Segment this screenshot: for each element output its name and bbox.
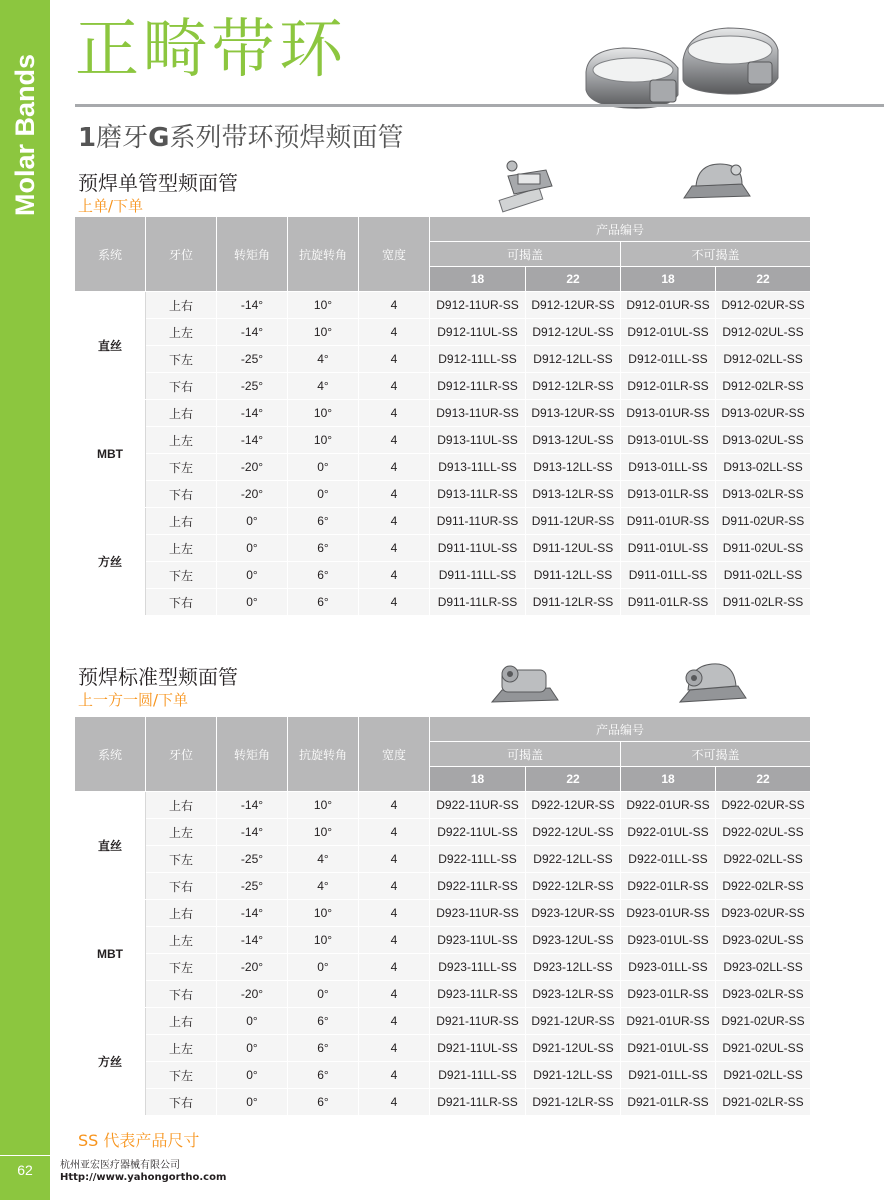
- product-code-cell: D912-02UL-SS: [716, 319, 811, 346]
- rotation-cell: 0°: [288, 981, 359, 1008]
- product-code-cell: D922-01LL-SS: [621, 846, 716, 873]
- product-code-cell: D912-12LR-SS: [526, 373, 621, 400]
- subtitle-rest: 系列带环预焊颊面管: [169, 123, 404, 153]
- product-code-cell: D923-11LL-SS: [430, 954, 526, 981]
- tooth-cell: 上右: [146, 292, 217, 319]
- sidebar-label: Molar Bands: [10, 53, 40, 217]
- rotation-cell: 4°: [288, 346, 359, 373]
- width-cell: 4: [359, 1008, 430, 1035]
- rotation-cell: 10°: [288, 900, 359, 927]
- product-code-cell: D921-02LL-SS: [716, 1062, 811, 1089]
- table-row: [75, 400, 811, 427]
- product-code-cell: D922-01UR-SS: [621, 792, 716, 819]
- product-code-cell: D922-01LR-SS: [621, 873, 716, 900]
- product-code-cell: D921-02UL-SS: [716, 1035, 811, 1062]
- product-code-cell: D911-01UL-SS: [621, 535, 716, 562]
- product-code-cell: D923-12LR-SS: [526, 981, 621, 1008]
- product-code-cell: D923-02UL-SS: [716, 927, 811, 954]
- product-code-cell: D921-01UL-SS: [621, 1035, 716, 1062]
- product-code-cell: D913-12UL-SS: [526, 427, 621, 454]
- product-code-cell: D913-01UR-SS: [621, 400, 716, 427]
- torque-cell: -14°: [217, 900, 288, 927]
- product-code-cell: D913-01LL-SS: [621, 454, 716, 481]
- torque-cell: -14°: [217, 427, 288, 454]
- product-code-cell: D923-02LR-SS: [716, 981, 811, 1008]
- table-row: [75, 346, 811, 373]
- table-row: [75, 319, 811, 346]
- rotation-cell: 6°: [288, 1089, 359, 1116]
- product-code-cell: D913-11UR-SS: [430, 400, 526, 427]
- table-row: [75, 873, 811, 900]
- section-2-subtitle: 上一方一圆/下单: [78, 691, 189, 709]
- header-size-22: 22: [716, 267, 811, 292]
- product-code-cell: D922-02UL-SS: [716, 819, 811, 846]
- header-product-code: 产品编号: [430, 717, 811, 742]
- header-removable: 可揭盖: [430, 742, 621, 767]
- product-code-cell: D912-12LL-SS: [526, 346, 621, 373]
- width-cell: 4: [359, 400, 430, 427]
- product-code-cell: D922-11UL-SS: [430, 819, 526, 846]
- product-code-cell: D921-11LR-SS: [430, 1089, 526, 1116]
- torque-cell: -25°: [217, 873, 288, 900]
- product-code-cell: D913-02LR-SS: [716, 481, 811, 508]
- product-code-cell: D923-12LL-SS: [526, 954, 621, 981]
- header-size-22: 22: [716, 767, 811, 792]
- header-size-18: 18: [621, 267, 716, 292]
- header-size-18: 18: [430, 767, 526, 792]
- product-code-cell: D922-02LR-SS: [716, 873, 811, 900]
- product-code-cell: D912-11UR-SS: [430, 292, 526, 319]
- product-code-cell: D922-11LR-SS: [430, 873, 526, 900]
- product-code-cell: D923-02UR-SS: [716, 900, 811, 927]
- product-code-cell: D911-01LR-SS: [621, 589, 716, 616]
- product-code-cell: D923-01UR-SS: [621, 900, 716, 927]
- product-code-cell: D921-11UR-SS: [430, 1008, 526, 1035]
- standard-buccal-tube-image: [488, 656, 560, 708]
- page-title: 正畸带环: [75, 13, 347, 87]
- product-code-cell: D913-01LR-SS: [621, 481, 716, 508]
- header-torque: 转矩角: [217, 717, 288, 792]
- spec-table-body: [75, 292, 811, 616]
- header-tooth: 牙位: [146, 217, 217, 292]
- tooth-cell: 下左: [146, 454, 217, 481]
- product-code-cell: D913-02LL-SS: [716, 454, 811, 481]
- buccal-tube-image: [492, 156, 564, 214]
- width-cell: 4: [359, 927, 430, 954]
- table-row: [75, 481, 811, 508]
- product-code-cell: D913-02UL-SS: [716, 427, 811, 454]
- product-code-cell: D913-12UR-SS: [526, 400, 621, 427]
- product-code-cell: D921-02LR-SS: [716, 1089, 811, 1116]
- product-code-cell: D911-11UL-SS: [430, 535, 526, 562]
- rotation-cell: 0°: [288, 954, 359, 981]
- product-code-cell: D922-02UR-SS: [716, 792, 811, 819]
- product-code-cell: D921-01LR-SS: [621, 1089, 716, 1116]
- subtitle-mid: 磨牙: [96, 123, 149, 153]
- tooth-cell: 下左: [146, 346, 217, 373]
- width-cell: 4: [359, 819, 430, 846]
- width-cell: 4: [359, 1089, 430, 1116]
- product-code-cell: D921-12LL-SS: [526, 1062, 621, 1089]
- product-code-cell: D923-11LR-SS: [430, 981, 526, 1008]
- rotation-cell: 6°: [288, 1008, 359, 1035]
- tooth-cell: 上右: [146, 792, 217, 819]
- rotation-cell: 6°: [288, 562, 359, 589]
- rotation-cell: 0°: [288, 481, 359, 508]
- header-size-22: 22: [526, 767, 621, 792]
- width-cell: 4: [359, 454, 430, 481]
- system-cell: 直丝: [75, 292, 146, 400]
- torque-cell: 0°: [217, 1062, 288, 1089]
- width-cell: 4: [359, 1035, 430, 1062]
- product-code-cell: D922-11LL-SS: [430, 846, 526, 873]
- tooth-cell: 上右: [146, 508, 217, 535]
- product-code-cell: D911-02LL-SS: [716, 562, 811, 589]
- tooth-cell: 下右: [146, 589, 217, 616]
- width-cell: 4: [359, 873, 430, 900]
- subtitle-prefix: 1: [78, 123, 97, 153]
- product-code-cell: D913-11LL-SS: [430, 454, 526, 481]
- header-width: 宽度: [359, 217, 430, 292]
- product-code-cell: D922-02LL-SS: [716, 846, 811, 873]
- product-code-cell: D911-12UL-SS: [526, 535, 621, 562]
- table-row: [75, 900, 811, 927]
- rotation-cell: 10°: [288, 319, 359, 346]
- product-code-cell: D912-01UR-SS: [621, 292, 716, 319]
- torque-cell: -14°: [217, 819, 288, 846]
- torque-cell: 0°: [217, 589, 288, 616]
- header-removable: 可揭盖: [430, 242, 621, 267]
- rotation-cell: 6°: [288, 508, 359, 535]
- tooth-cell: 下右: [146, 873, 217, 900]
- product-code-cell: D911-01UR-SS: [621, 508, 716, 535]
- rotation-cell: 0°: [288, 454, 359, 481]
- tooth-cell: 上左: [146, 535, 217, 562]
- product-code-cell: D913-11LR-SS: [430, 481, 526, 508]
- product-code-cell: D911-11UR-SS: [430, 508, 526, 535]
- footer: [60, 1160, 226, 1184]
- table-row: [75, 1035, 811, 1062]
- tooth-cell: 上右: [146, 900, 217, 927]
- header-size-18: 18: [621, 767, 716, 792]
- product-code-cell: D921-01LL-SS: [621, 1062, 716, 1089]
- torque-cell: 0°: [217, 1089, 288, 1116]
- product-code-cell: D923-01LR-SS: [621, 981, 716, 1008]
- system-cell: 直丝: [75, 792, 146, 900]
- header-size-22: 22: [526, 267, 621, 292]
- header-non-removable: 不可揭盖: [621, 242, 811, 267]
- section-1-title: 预焊单管型颊面管: [78, 171, 238, 195]
- page-subtitle: [78, 120, 403, 156]
- spec-table-1: [74, 216, 811, 616]
- product-code-cell: D911-02LR-SS: [716, 589, 811, 616]
- header-system: 系统: [75, 217, 146, 292]
- subtitle-bold: G: [148, 123, 170, 153]
- product-code-cell: D922-12UR-SS: [526, 792, 621, 819]
- product-code-cell: D921-01UR-SS: [621, 1008, 716, 1035]
- tooth-cell: 上左: [146, 819, 217, 846]
- product-code-cell: D911-11LR-SS: [430, 589, 526, 616]
- table-row: [75, 954, 811, 981]
- table-row: [75, 846, 811, 873]
- torque-cell: 0°: [217, 508, 288, 535]
- torque-cell: -25°: [217, 373, 288, 400]
- header-non-removable: 不可揭盖: [621, 742, 811, 767]
- tooth-cell: 下右: [146, 373, 217, 400]
- tooth-cell: 上右: [146, 1008, 217, 1035]
- product-code-cell: D921-12LR-SS: [526, 1089, 621, 1116]
- table-row: [75, 562, 811, 589]
- sidebar-divider: [0, 1155, 50, 1156]
- tooth-cell: 下右: [146, 481, 217, 508]
- tooth-cell: 下右: [146, 1089, 217, 1116]
- rotation-cell: 6°: [288, 1035, 359, 1062]
- rotation-cell: 6°: [288, 1062, 359, 1089]
- rotation-cell: 4°: [288, 873, 359, 900]
- torque-cell: -20°: [217, 481, 288, 508]
- width-cell: 4: [359, 900, 430, 927]
- product-code-cell: D923-11UL-SS: [430, 927, 526, 954]
- system-cell: 方丝: [75, 508, 146, 616]
- width-cell: 4: [359, 846, 430, 873]
- width-cell: 4: [359, 346, 430, 373]
- torque-cell: 0°: [217, 1035, 288, 1062]
- header-tooth: 牙位: [146, 717, 217, 792]
- rotation-cell: 10°: [288, 819, 359, 846]
- width-cell: 4: [359, 981, 430, 1008]
- system-cell: MBT: [75, 900, 146, 1008]
- torque-cell: -20°: [217, 454, 288, 481]
- table-row: [75, 1008, 811, 1035]
- company-url: Http://www.yahongortho.com: [60, 1172, 227, 1183]
- tooth-cell: 下右: [146, 981, 217, 1008]
- torque-cell: -14°: [217, 927, 288, 954]
- header-rotation: 抗旋转角: [288, 717, 359, 792]
- product-code-cell: D922-11UR-SS: [430, 792, 526, 819]
- header-size-18: 18: [430, 267, 526, 292]
- table-row: [75, 373, 811, 400]
- width-cell: 4: [359, 508, 430, 535]
- torque-cell: 0°: [217, 562, 288, 589]
- product-code-cell: D911-12UR-SS: [526, 508, 621, 535]
- rotation-cell: 10°: [288, 927, 359, 954]
- table-row: [75, 589, 811, 616]
- torque-cell: -20°: [217, 981, 288, 1008]
- standard-buccal-tube-image-2: [676, 654, 748, 710]
- rotation-cell: 10°: [288, 427, 359, 454]
- product-code-cell: D913-01UL-SS: [621, 427, 716, 454]
- torque-cell: -14°: [217, 792, 288, 819]
- spec-table-2: [74, 716, 811, 1116]
- product-code-cell: D912-02LR-SS: [716, 373, 811, 400]
- table-row: [75, 454, 811, 481]
- width-cell: 4: [359, 427, 430, 454]
- width-cell: 4: [359, 562, 430, 589]
- header-torque: 转矩角: [217, 217, 288, 292]
- header-rotation: 抗旋转角: [288, 217, 359, 292]
- product-code-cell: D921-11LL-SS: [430, 1062, 526, 1089]
- product-code-cell: D912-11UL-SS: [430, 319, 526, 346]
- product-code-cell: D912-01LL-SS: [621, 346, 716, 373]
- tooth-cell: 上左: [146, 1035, 217, 1062]
- torque-cell: -25°: [217, 346, 288, 373]
- tooth-cell: 上左: [146, 427, 217, 454]
- product-code-cell: D913-02UR-SS: [716, 400, 811, 427]
- table-row: [75, 927, 811, 954]
- product-code-cell: D911-02UR-SS: [716, 508, 811, 535]
- header-system: 系统: [75, 717, 146, 792]
- system-cell: 方丝: [75, 1008, 146, 1116]
- tooth-cell: 下左: [146, 846, 217, 873]
- torque-cell: 0°: [217, 535, 288, 562]
- rotation-cell: 6°: [288, 589, 359, 616]
- width-cell: 4: [359, 792, 430, 819]
- product-code-cell: D922-12LR-SS: [526, 873, 621, 900]
- width-cell: 4: [359, 535, 430, 562]
- product-code-cell: D912-02LL-SS: [716, 346, 811, 373]
- rotation-cell: 6°: [288, 535, 359, 562]
- product-code-cell: D913-12LR-SS: [526, 481, 621, 508]
- product-code-cell: D923-01UL-SS: [621, 927, 716, 954]
- product-code-cell: D921-02UR-SS: [716, 1008, 811, 1035]
- product-code-cell: D911-01LL-SS: [621, 562, 716, 589]
- product-code-cell: D922-01UL-SS: [621, 819, 716, 846]
- table-row: [75, 535, 811, 562]
- table-row: [75, 427, 811, 454]
- rotation-cell: 10°: [288, 292, 359, 319]
- width-cell: 4: [359, 1062, 430, 1089]
- product-code-cell: D912-12UL-SS: [526, 319, 621, 346]
- header-product-code: 产品编号: [430, 217, 811, 242]
- width-cell: 4: [359, 481, 430, 508]
- buccal-tube-image-2: [680, 158, 752, 204]
- torque-cell: -14°: [217, 319, 288, 346]
- tooth-cell: 上左: [146, 319, 217, 346]
- rotation-cell: 4°: [288, 846, 359, 873]
- header-width: 宽度: [359, 717, 430, 792]
- product-code-cell: D911-12LL-SS: [526, 562, 621, 589]
- rotation-cell: 10°: [288, 400, 359, 427]
- torque-cell: -25°: [217, 846, 288, 873]
- product-code-cell: D922-12LL-SS: [526, 846, 621, 873]
- product-code-cell: D912-02UR-SS: [716, 292, 811, 319]
- product-code-cell: D923-12UL-SS: [526, 927, 621, 954]
- torque-cell: -14°: [217, 400, 288, 427]
- tooth-cell: 下左: [146, 954, 217, 981]
- product-code-cell: D912-01LR-SS: [621, 373, 716, 400]
- product-code-cell: D922-12UL-SS: [526, 819, 621, 846]
- rotation-cell: 4°: [288, 373, 359, 400]
- product-code-cell: D923-12UR-SS: [526, 900, 621, 927]
- width-cell: 4: [359, 319, 430, 346]
- torque-cell: -20°: [217, 954, 288, 981]
- page-number: 62: [17, 1162, 33, 1178]
- table-row: [75, 508, 811, 535]
- table-row: [75, 292, 811, 319]
- product-code-cell: D913-12LL-SS: [526, 454, 621, 481]
- section-1-subtitle: 上单/下单: [78, 197, 144, 215]
- width-cell: 4: [359, 589, 430, 616]
- product-code-cell: D911-12LR-SS: [526, 589, 621, 616]
- product-code-cell: D912-11LR-SS: [430, 373, 526, 400]
- table-row: [75, 1089, 811, 1116]
- product-code-cell: D911-11LL-SS: [430, 562, 526, 589]
- tooth-cell: 下左: [146, 562, 217, 589]
- width-cell: 4: [359, 292, 430, 319]
- table-row: [75, 792, 811, 819]
- size-note: SS 代表产品尺寸: [78, 1131, 200, 1150]
- product-code-cell: D913-11UL-SS: [430, 427, 526, 454]
- sidebar: [0, 0, 50, 1200]
- product-code-cell: D912-01UL-SS: [621, 319, 716, 346]
- product-code-cell: D912-11LL-SS: [430, 346, 526, 373]
- system-cell: MBT: [75, 400, 146, 508]
- tooth-cell: 下左: [146, 1062, 217, 1089]
- table-row: [75, 981, 811, 1008]
- width-cell: 4: [359, 373, 430, 400]
- width-cell: 4: [359, 954, 430, 981]
- product-code-cell: D923-01LL-SS: [621, 954, 716, 981]
- rotation-cell: 10°: [288, 792, 359, 819]
- table-row: [75, 819, 811, 846]
- product-code-cell: D921-11UL-SS: [430, 1035, 526, 1062]
- tooth-cell: 上右: [146, 400, 217, 427]
- product-code-cell: D921-12UR-SS: [526, 1008, 621, 1035]
- product-code-cell: D911-02UL-SS: [716, 535, 811, 562]
- spec-table-body: [75, 792, 811, 1116]
- section-2-title: 预焊标准型颊面管: [78, 665, 238, 689]
- tooth-cell: 上左: [146, 927, 217, 954]
- product-code-cell: D921-12UL-SS: [526, 1035, 621, 1062]
- table-row: [75, 1062, 811, 1089]
- product-code-cell: D912-12UR-SS: [526, 292, 621, 319]
- product-code-cell: D923-11UR-SS: [430, 900, 526, 927]
- product-code-cell: D923-02LL-SS: [716, 954, 811, 981]
- company-name: 杭州亚宏医疗器械有限公司: [60, 1160, 180, 1171]
- torque-cell: -14°: [217, 292, 288, 319]
- title-rule: [75, 104, 884, 107]
- torque-cell: 0°: [217, 1008, 288, 1035]
